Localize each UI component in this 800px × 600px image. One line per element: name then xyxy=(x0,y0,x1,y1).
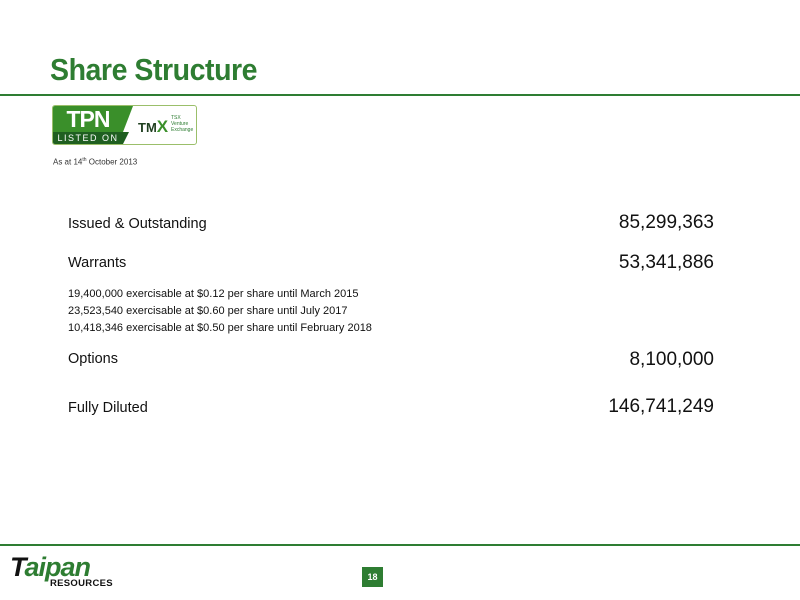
as-at-date: As at 14th October 2013 xyxy=(53,157,138,167)
options-label: Options xyxy=(68,351,118,367)
page-title: Share Structure xyxy=(50,52,258,87)
warrant-note: 10,418,346 exercisable at $0.50 per share until February 2018 xyxy=(68,322,372,334)
footer-divider xyxy=(0,544,800,546)
title-divider xyxy=(0,94,800,96)
warrants-label: Warrants xyxy=(68,255,127,271)
warrants-value: 53,341,886 xyxy=(618,252,714,273)
ticker-symbol: TPN xyxy=(53,106,123,132)
exchange-name: TSX Venture Exchange xyxy=(171,115,194,133)
listed-on-label: LISTED ON xyxy=(53,132,123,144)
issued-outstanding-label: Issued & Outstanding xyxy=(68,216,207,232)
fully-diluted-value: 146,741,249 xyxy=(608,396,714,417)
warrant-note: 23,523,540 exercisable at $0.60 per share until July 2017 xyxy=(68,305,348,317)
tmx-logo: TMX xyxy=(138,117,169,136)
fully-diluted-label: Fully Diluted xyxy=(68,400,148,416)
options-value: 8,100,000 xyxy=(629,349,714,370)
issued-outstanding-value: 85,299,363 xyxy=(618,212,714,233)
page-number: 18 xyxy=(362,567,383,587)
taipan-logo: Taipan RESOURCES xyxy=(10,552,113,589)
warrant-note: 19,400,000 exercisable at $0.12 per share until March 2015 xyxy=(68,288,359,300)
listing-badge xyxy=(52,105,197,145)
